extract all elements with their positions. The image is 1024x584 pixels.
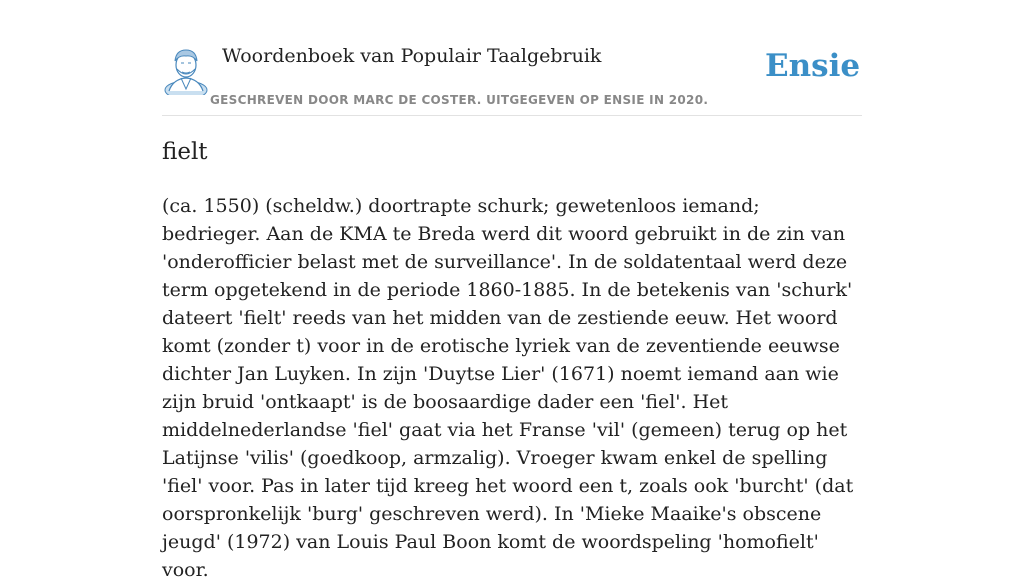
entry-term: fielt (162, 139, 208, 165)
brand-logo[interactable]: Ensie (765, 48, 861, 84)
author-portrait-icon (163, 45, 209, 95)
book-title[interactable]: Woordenboek van Populair Taalgebruik (222, 45, 602, 67)
header-divider (162, 115, 862, 116)
entry-definition: (ca. 1550) (scheldw.) doortrapte schurk; gewetenloos iemand; bedrieger. Aan de KMA te Breda werd dit woord gebruikt in de zin van 'onderofficier belast met de surveillance'. In de soldatentaal werd deze term opgetekend in de periode 1860-1885. In de betekenis van 'schurk' dateert 'fielt' reeds van het midden van de zestiende eeuw. Het woord komt (zonder t) voor in de erotische lyriek van de zeventiende eeuwse dichter Jan Luyken. In zijn 'Duytse Lier' (1671) noemt iemand aan wie zijn bruid 'ontkaapt' is de boosaardige dader een 'fiel'. Het middelnederlandse 'fiel' gaat via het Franse 'vil' (gemeen) terug op het Latijnse 'vilis' (goedkoop, armzalig). Vroeger kwam enkel de spelling 'fiel' voor. Pas in later tijd kreeg het woord een t, zoals ook 'burcht' (dat oorspronkelijk 'burg' geschreven werd). In 'Mieke Maaike's obscene jeugd' (1972) van Louis Paul Boon komt de woordspeling 'homofielt' voor. (162, 195, 854, 581)
byline: GESCHREVEN DOOR MARC DE COSTER. UITGEGEVEN OP ENSIE IN 2020. (210, 93, 709, 107)
